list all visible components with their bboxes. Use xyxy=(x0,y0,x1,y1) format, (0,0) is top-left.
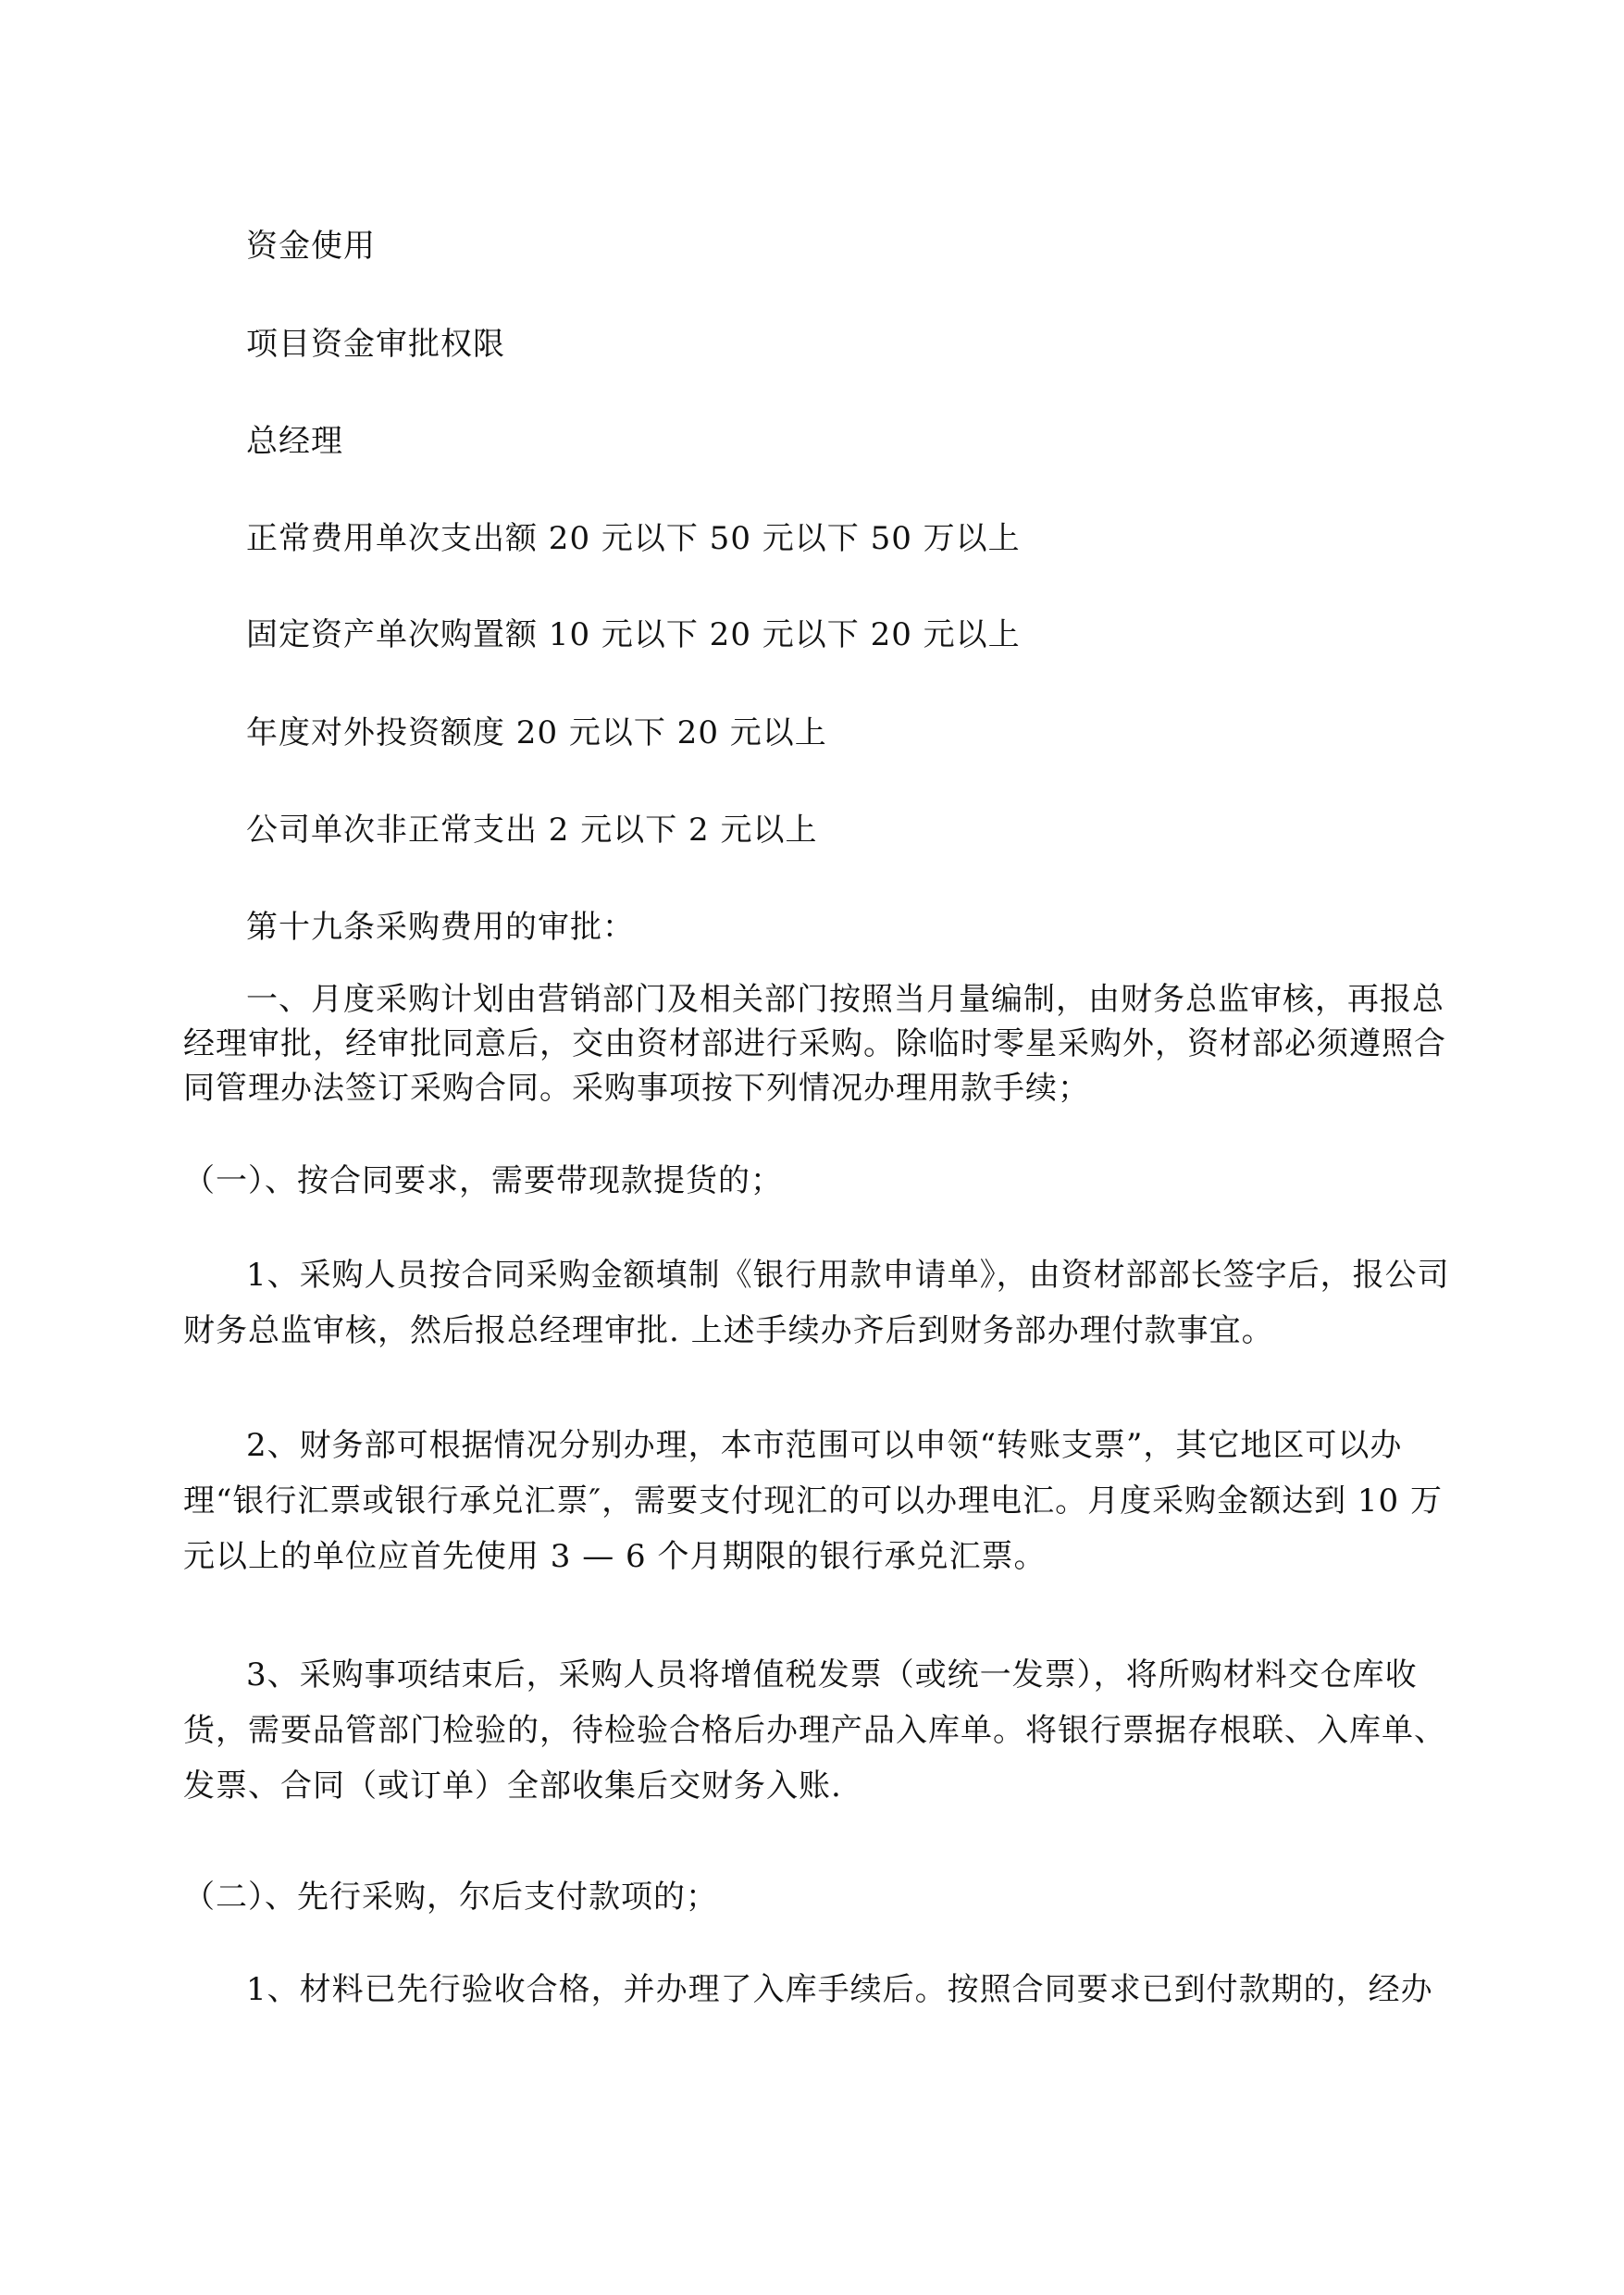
approval-line-normal-expense: 正常费用单次支出额 20 元以下 50 元以下 50 万以上 xyxy=(246,520,1021,557)
paragraph-monthly-plan: 一、月度采购计划由营销部门及相关部门按照当月量编制，由财务总监审核，再报总经理审批，经审批同意后，交由资材部进行采购。除临时零星采购外，资材部必须遵照合同管理办法签订采购合同。采购事项按下列情况办理用款手续； xyxy=(183,981,1446,1107)
article-nineteen-heading: 第十九条采购费用的审批： xyxy=(246,909,635,946)
section-heading-approval-authority: 项目资金审批权限 xyxy=(246,326,505,363)
approval-line-fixed-assets: 固定资产单次购置额 10 元以下 20 元以下 20 元以上 xyxy=(246,616,1021,653)
paragraph-item-1-request-form: 1、采购人员按合同采购金额填制《银行用款申请单》，由资材部部长签字后，报公司财务总监审核，然后报总经理审批. 上述手续办齐后到财务部办理付款事宜。 xyxy=(183,1257,1450,1349)
approval-line-external-investment: 年度对外投资额度 20 元以下 20 元以上 xyxy=(246,714,827,751)
paragraph-item-3-after-purchase: 3、采购事项结束后，采购人员将增值税发票（或统一发票），将所购材料交仓库收货，需要品管部门检验的，待检验合格后办理产品入库单。将银行票据存根联、入库单、发票、合同（或订单）全部收集后交财务入账. xyxy=(183,1656,1446,1805)
subsection-cash-pickup: （一）、按合同要求，需要带现款提货的； xyxy=(183,1162,783,1199)
subsection-purchase-first: （二）、先行采购，尔后支付款项的； xyxy=(183,1879,718,1916)
approval-line-abnormal-expense: 公司单次非正常支出 2 元以下 2 元以上 xyxy=(246,812,818,849)
paragraph-item-1-accepted-materials: 1、材料已先行验收合格，并办理了入库手续后。按照合同要求已到付款期的，经办 xyxy=(246,1971,1433,2008)
paragraph-item-2-payment-methods: 2、财务部可根据情况分别办理，本市范围可以申领“转账支票”，其它地区可以办理“银行汇票或银行承兑汇票″，需要支付现汇的可以办理电汇。月度采购金额达到 10 万元以上的单位应首先使用 3 — 6 个月期限的银行承兑汇票。 xyxy=(183,1427,1443,1575)
section-heading-general-manager: 总经理 xyxy=(246,423,343,460)
section-heading-fund-use: 资金使用 xyxy=(246,228,376,265)
